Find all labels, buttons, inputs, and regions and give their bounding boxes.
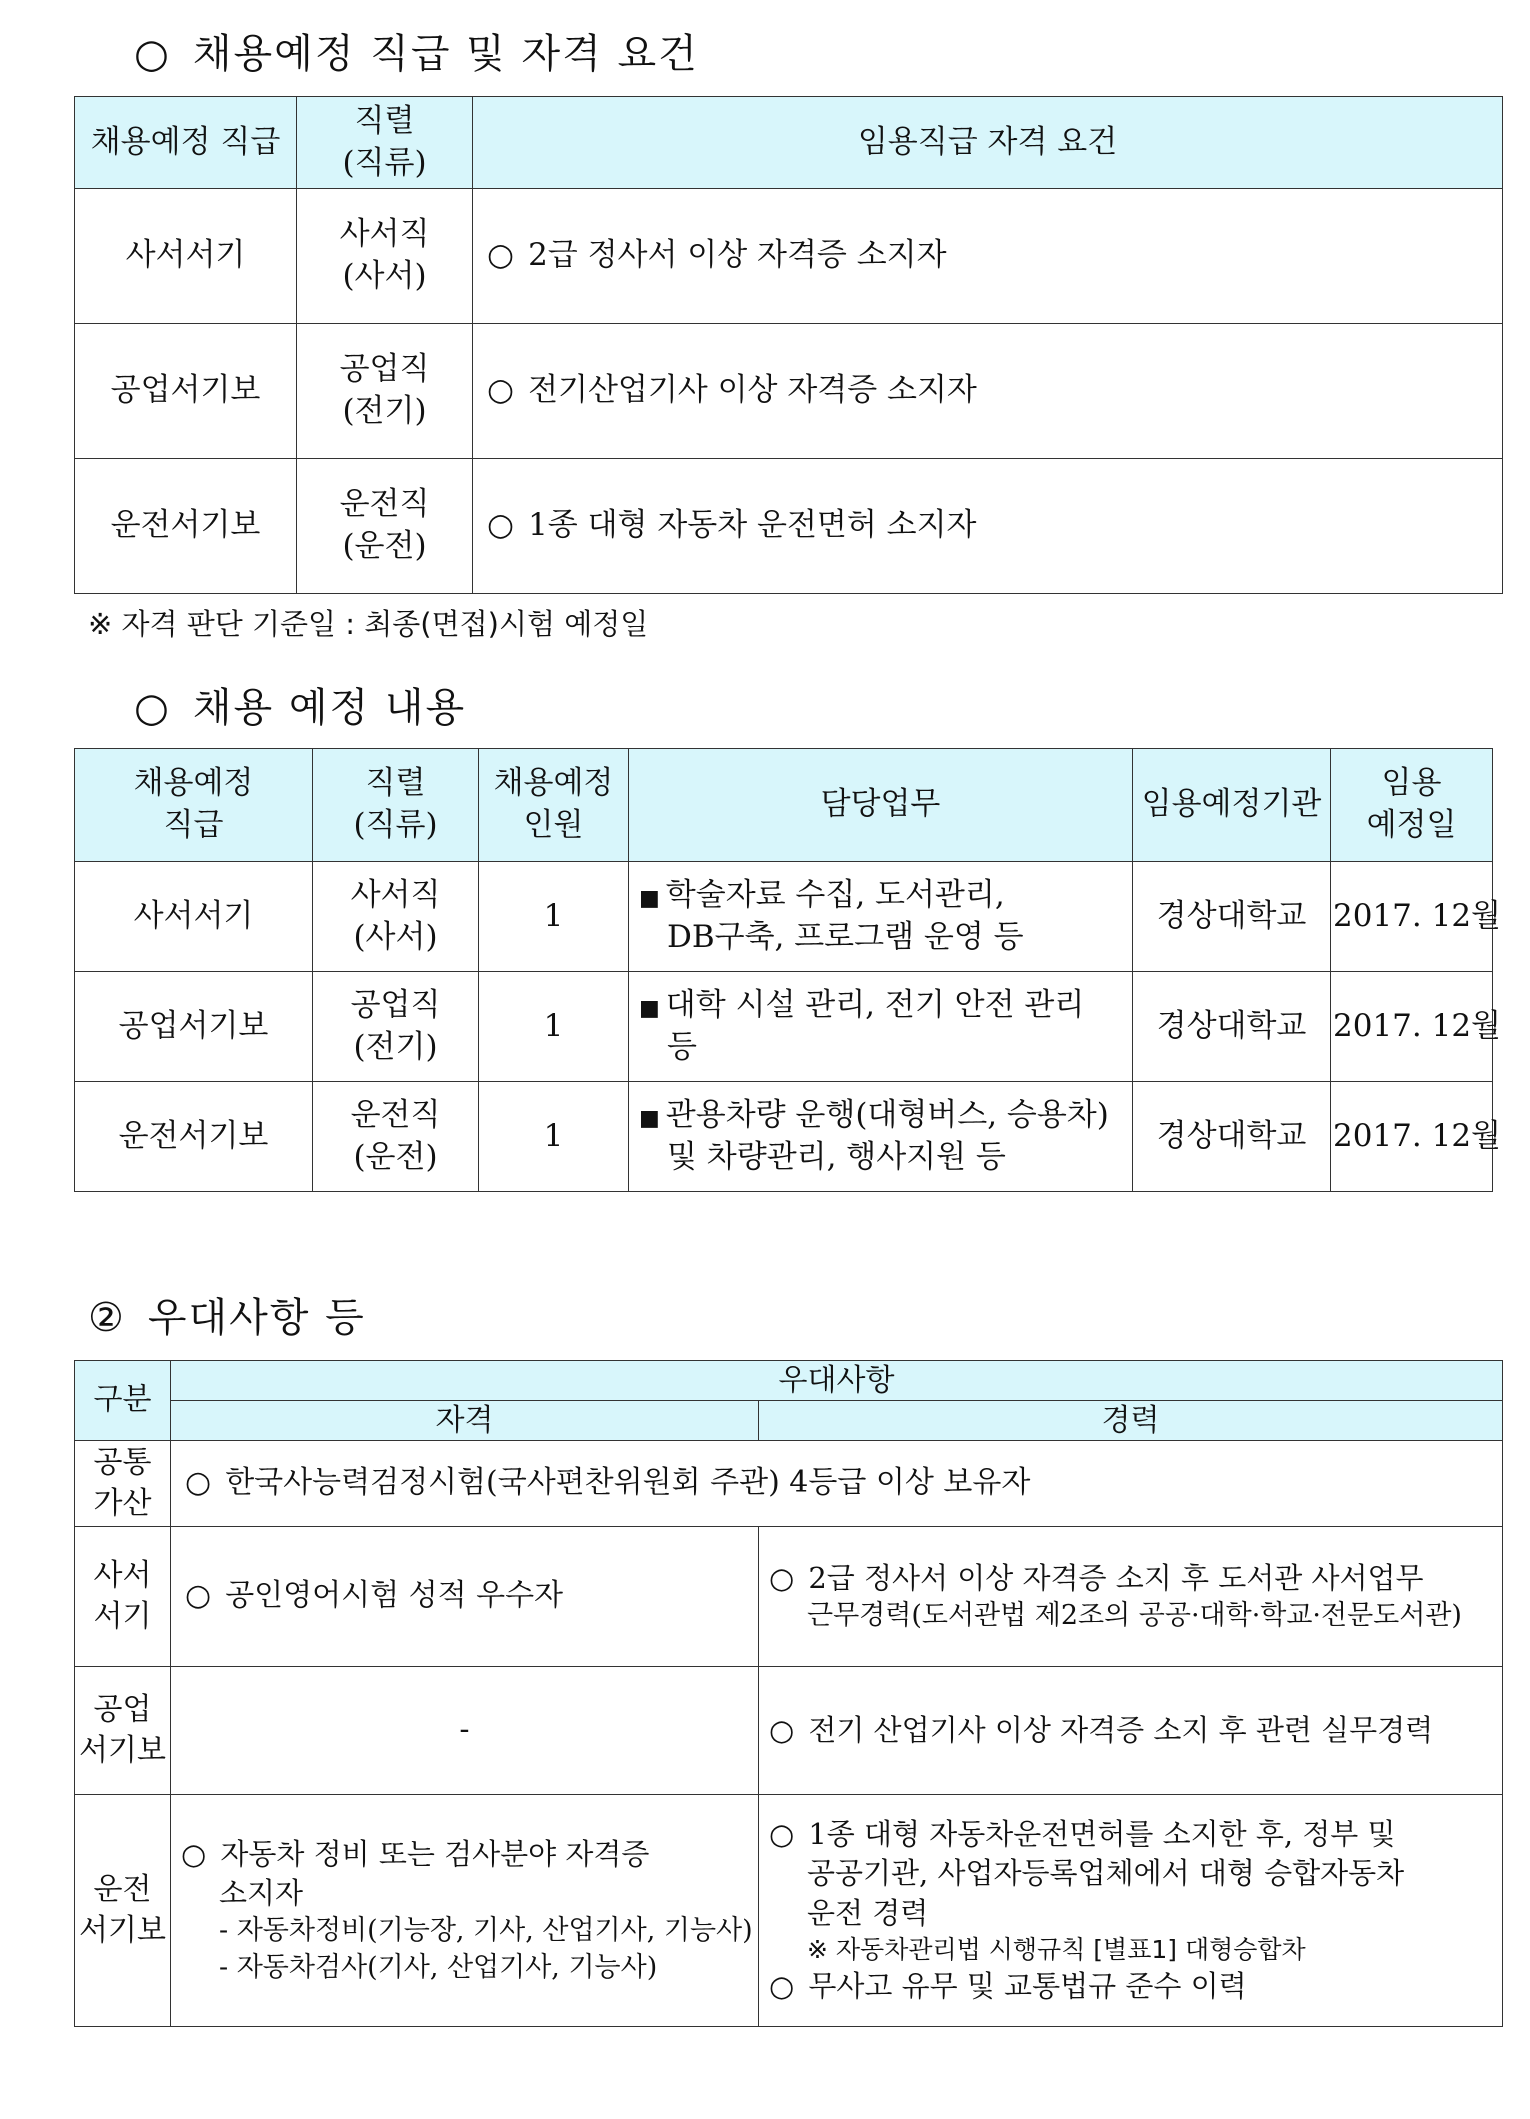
agency-cell: 경상대학교	[1133, 972, 1331, 1082]
header-duty: 담당업무	[629, 749, 1133, 862]
section3-heading	[88, 1286, 366, 1343]
qualification-cell: ○ 자동차 정비 또는 검사분야 자격증 소지자 - 자동차정비(기능장, 기사, 산업기사, 기능사) - 자동차검사(기사, 산업기사, 기능사)	[171, 1795, 759, 2027]
requirement-cell: ○ 2급 정사서 이상 자격증 소지자	[473, 189, 1503, 324]
category-cell: 공업 서기보	[75, 1667, 171, 1795]
common-preference-cell: ○ 한국사능력검정시험(국사편찬위원회 주관) 4등급 이상 보유자	[171, 1441, 1503, 1527]
table-row	[75, 972, 1493, 1082]
table-row	[75, 324, 1503, 459]
square-bullet-icon: ■	[639, 995, 660, 1021]
career-cell: ○ 전기 산업기사 이상 자격증 소지 후 관련 실무경력	[759, 1667, 1503, 1795]
agency-cell: 경상대학교	[1133, 862, 1331, 972]
header-series: 직렬 (직류)	[313, 749, 479, 862]
series-cell: 운전직 (운전)	[313, 1082, 479, 1192]
table-row	[75, 862, 1493, 972]
career-cell: ○ 1종 대형 자동차운전면허를 소지한 후, 정부 및 공공기관, 사업자등록업체에서 대형 승합자동차 운전 경력 ※ 자동차관리법 시행규칙 [별표1] 대형승합차 ○ 무사고 유무 및 교통법규 준수 이력	[759, 1795, 1503, 2027]
header-rank: 채용예정 직급	[75, 97, 297, 189]
qualification-cell: -	[171, 1667, 759, 1795]
circle-bullet-icon: ○	[185, 1465, 212, 1501]
header-rank: 채용예정 직급	[75, 749, 313, 862]
date-cell: 2017. 12월	[1331, 972, 1493, 1082]
section2-heading	[134, 676, 466, 733]
header-career: 경력	[759, 1401, 1503, 1441]
category-cell: 공통 가산	[75, 1441, 171, 1527]
header-count: 채용예정 인원	[479, 749, 629, 862]
rank-cell: 운전서기보	[75, 1082, 313, 1192]
section1-title: 채용예정 직급 및 자격 요건	[192, 31, 699, 77]
agency-cell: 경상대학교	[1133, 1082, 1331, 1192]
table-row	[75, 1795, 1503, 2027]
table-row	[75, 459, 1503, 594]
circle-bullet-icon: ○	[769, 1560, 795, 1595]
count-cell: 1	[479, 1082, 629, 1192]
rank-cell: 사서서기	[75, 189, 297, 324]
circle-bullet-icon: ○	[487, 507, 515, 544]
circled-two-icon: ②	[88, 1295, 126, 1341]
square-bullet-icon: ■	[639, 885, 660, 911]
header-qualification: 자격	[171, 1401, 759, 1441]
header-preference: 우대사항	[171, 1361, 1503, 1401]
circle-icon: ○	[134, 31, 171, 77]
qualification-table	[74, 96, 1503, 594]
requirement-cell: ○ 전기산업기사 이상 자격증 소지자	[473, 324, 1503, 459]
criteria-note: ※ 자격 판단 기준일 : 최종(면접)시험 예정일	[88, 607, 649, 641]
section3-title: 우대사항 등	[147, 1295, 366, 1341]
circle-icon: ○	[134, 685, 171, 731]
circle-bullet-icon: ○	[487, 237, 515, 274]
date-cell: 2017. 12월	[1331, 1082, 1493, 1192]
recruitment-table	[74, 748, 1501, 1192]
category-cell: 운전 서기보	[75, 1795, 171, 2027]
section2-title: 채용 예정 내용	[192, 685, 467, 731]
square-bullet-icon: ■	[639, 1105, 660, 1131]
preference-table	[74, 1360, 1503, 2027]
circle-bullet-icon: ○	[769, 1712, 795, 1747]
header-requirement: 임용직급 자격 요건	[473, 97, 1503, 189]
header-date: 임용 예정일	[1331, 749, 1493, 862]
duty-cell: ■ 대학 시설 관리, 전기 안전 관리 등	[629, 972, 1133, 1082]
circle-bullet-icon: ○	[181, 1836, 207, 1871]
common-row	[75, 1441, 1503, 1527]
header-agency: 임용예정기관	[1133, 749, 1331, 862]
rank-cell: 운전서기보	[75, 459, 297, 594]
circle-bullet-icon: ○	[185, 1578, 212, 1614]
series-cell: 사서직 (사서)	[313, 862, 479, 972]
duty-cell: ■ 학술자료 수집, 도서관리, DB구축, 프로그램 운영 등	[629, 862, 1133, 972]
table-row	[75, 189, 1503, 324]
table-row	[75, 1527, 1503, 1667]
series-cell: 공업직 (전기)	[297, 324, 473, 459]
qualification-cell: ○ 공인영어시험 성적 우수자	[171, 1527, 759, 1667]
career-note: ※ 자동차관리법 시행규칙 [별표1] 대형승합차	[807, 1934, 1306, 1964]
header-series: 직렬 (직류)	[297, 97, 473, 189]
header-category: 구분	[75, 1361, 171, 1441]
series-cell: 운전직 (운전)	[297, 459, 473, 594]
count-cell: 1	[479, 972, 629, 1082]
rank-cell: 공업서기보	[75, 324, 297, 459]
circle-bullet-icon: ○	[769, 1817, 795, 1852]
duty-cell: ■ 관용차량 운행(대형버스, 승용차) 및 차량관리, 행사지원 등	[629, 1082, 1133, 1192]
section1-heading	[134, 22, 699, 79]
requirement-cell: ○ 1종 대형 자동차 운전면허 소지자	[473, 459, 1503, 594]
category-cell: 사서 서기	[75, 1527, 171, 1667]
circle-bullet-icon: ○	[487, 372, 515, 409]
date-cell: 2017. 12월	[1331, 862, 1493, 972]
circle-bullet-icon: ○	[769, 1968, 795, 2003]
series-cell: 공업직 (전기)	[313, 972, 479, 1082]
count-cell: 1	[479, 862, 629, 972]
series-cell: 사서직 (사서)	[297, 189, 473, 324]
table-row	[75, 1082, 1493, 1192]
rank-cell: 공업서기보	[75, 972, 313, 1082]
rank-cell: 사서서기	[75, 862, 313, 972]
career-cell: ○ 2급 정사서 이상 자격증 소지 후 도서관 사서업무 근무경력(도서관법 제2조의 공공·대학·학교·전문도서관)	[759, 1527, 1503, 1667]
table-row	[75, 1667, 1503, 1795]
